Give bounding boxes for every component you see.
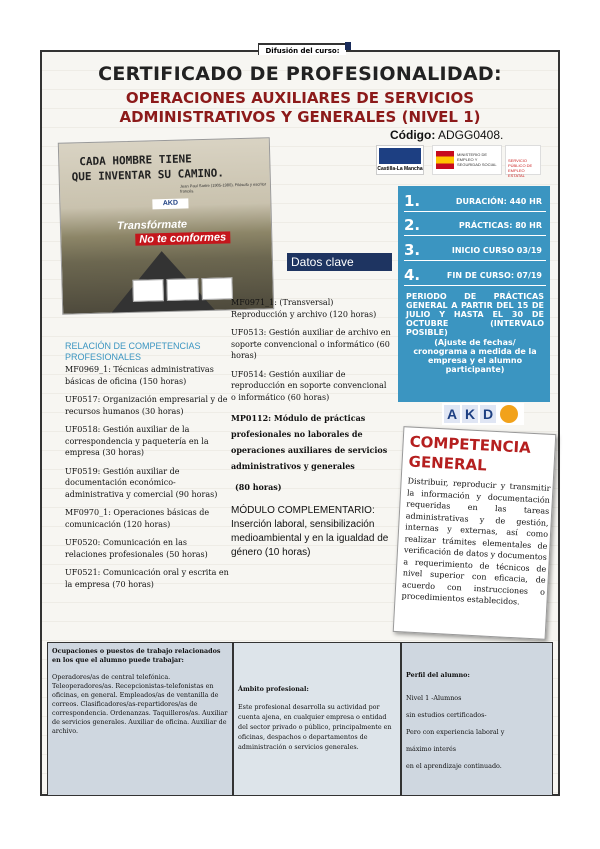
ocupaciones-text: Operadores/as de central telefónica. Teleoperadores/as. Recepcionistas-telefonistas en oficinas, en general. Empleados/as de ventanilla de correos. Clasificadores/as-repartidores/as de correspondencia. Ordenanzas. Taquilleros/as. Auxiliar de servicios generales. Auxiliar de oficina. Auxiliar de archivo. <box>52 673 228 735</box>
poster-slogan2: No te conformes <box>135 231 230 245</box>
key-data-box <box>398 186 550 402</box>
module-item: MF0970_1: Operaciones básicas de comunicación (120 horas) <box>65 508 210 529</box>
poster-quote-line1: CADA HOMBRE TIENE <box>79 152 193 169</box>
ambito-box <box>233 642 401 796</box>
ambito-text: Este profesional desarrolla su actividad por cuenta ajena, en cualquier empresa o entidad del sector privado o público, principalmente en oficinas, despachos o departamentos de administración o servicios generales. <box>238 703 392 751</box>
page-title: CERTIFICADO DE PROFESIONALIDAD: <box>98 63 502 85</box>
complementary-module: MÓDULO COMPLEMENTARIO: Inserción laboral, sensibilización medioambiental y en la igualdad de género (10 horas) <box>231 504 389 558</box>
modules-column <box>231 297 391 567</box>
competencias-column <box>65 341 230 597</box>
info-row-number: 4. <box>404 266 421 284</box>
poster-logos <box>132 277 233 302</box>
ministerio-logo <box>432 145 502 175</box>
info-row-inicio <box>404 241 546 261</box>
module-item: UF0514: Gestión auxiliar de reproducción en soporte convencional o informático (60 horas) <box>231 369 387 402</box>
course-code-label: Código: <box>390 128 436 142</box>
ministerio-logo-text: MINISTERIO DE EMPLEO Y SEGURIDAD SOCIAL <box>457 152 497 167</box>
sepe-logo: SERVICIO PÚBLICO DE EMPLEO ESTATAL <box>505 145 541 175</box>
info-row-label: INICIO CURSO 03/19 <box>451 246 542 255</box>
competencia-body: Distribuir, reproducir y transmitir la información y documentación requeridas en las tareas administrativas y de gestión, internas y externas, así como realizar trámites elementales de verificación de datos y documentos a requerimiento de técnicos de nivel superior con eficacia, de acuerdo con instrucciones o procedimientos establecidos. <box>401 476 551 607</box>
module-item: UF0518: Gestión auxiliar de la correspondencia y paquetería en la empresa (30 horas) <box>65 425 209 457</box>
perfil-line: máximo interés <box>406 745 457 753</box>
module-item: MF0969_1: Técnicas administrativas básicas de oficina (150 horas) <box>65 365 214 386</box>
datos-clave-label: Datos clave <box>287 253 392 271</box>
info-row-label: DURACIÓN: 440 HR <box>455 197 542 206</box>
perfil-box <box>401 642 553 796</box>
perfil-line: en el aprendizaje continuado. <box>406 762 502 770</box>
module-item: UF0517: Organización empresarial y de recursos humanos (30 horas) <box>65 395 228 416</box>
poster-akd-logo: AKD <box>152 198 188 209</box>
module-item: UF0520: Comunicación en las relaciones profesionales (50 horas) <box>65 538 208 559</box>
module-item: UF0513: Gestión auxiliar de archivo en soporte convencional o informático (60 horas) <box>231 328 391 360</box>
poster-quote-line2: QUE INVENTAR SU CAMINO. <box>71 166 225 184</box>
info-row-practicas <box>404 216 546 236</box>
spain-flag-icon <box>436 151 454 169</box>
akd-letter-a: A <box>444 405 460 423</box>
perfil-title: Perfil del alumno: <box>406 671 470 679</box>
poster-logo-icon <box>132 279 164 302</box>
info-row-label: FIN DE CURSO: 07/19 <box>446 271 542 280</box>
module-item: UF0519: Gestión auxiliar de documentación económico-administrativa y comercial (90 horas) <box>65 466 218 499</box>
tab-marker <box>345 42 351 50</box>
clm-emblem-icon <box>379 148 421 164</box>
perfil-line: Pero con experiencia laboral y <box>406 728 505 736</box>
competencia-title: COMPETENCIA GENERAL <box>408 432 532 475</box>
info-row-label: PRÁCTICAS: 80 HR <box>458 221 542 230</box>
module-item: MF0971_1: (Transversal) Reproducción y archivo (120 horas) <box>231 298 377 319</box>
perfil-line: Nivel 1 -Alumnos <box>406 694 462 702</box>
poster-logo-icon <box>201 277 233 300</box>
course-code-value: ADGG0408. <box>438 128 504 142</box>
practicas-period: PERIODO DE PRÁCTICAS GENERAL A PARTIR DEL 15 DE JULIO Y HASTA EL 30 DE OCTUBRE (INTERVALO POSIBLE) <box>406 292 544 337</box>
perfil-line: sin estudios certificados- <box>406 711 487 719</box>
info-row-number: 3. <box>404 241 421 259</box>
poster-logo-icon <box>167 278 199 301</box>
course-code <box>390 128 503 142</box>
competencias-heading: RELACIÓN DE COMPETENCIAS PROFESIONALES <box>65 341 201 362</box>
practicas-hours: (80 horas) <box>235 482 282 492</box>
module-item: UF0521: Comunicación oral y escrita en la empresa (70 horas) <box>65 568 229 589</box>
info-row-duracion <box>404 192 546 212</box>
ambito-title: Ámbito profesional: <box>238 685 309 693</box>
ocupaciones-title: Ocupaciones o puestos de trabajo relacionados en los que el alumno puede trabajar: <box>52 647 221 664</box>
info-row-number: 1. <box>404 192 421 210</box>
poster-quote-author: Jean Paul Sartre (1905-1980). Filósofo y escritor francés. <box>179 181 267 194</box>
info-row-fin <box>404 266 546 286</box>
diffusion-tab: Difusión del curso: <box>258 43 346 55</box>
akd-logo <box>442 403 524 425</box>
poster-slogan1: Transfórmate <box>116 218 188 233</box>
motivational-poster <box>58 137 274 314</box>
quality-badge-icon <box>500 405 518 423</box>
competencia-general-card <box>393 426 557 640</box>
course-title: OPERACIONES AUXILIARES DE SERVICIOS ADMINISTRATIVOS Y GENERALES (NIVEL 1) <box>119 89 481 126</box>
akd-letter-k: K <box>462 405 478 423</box>
castilla-la-mancha-logo <box>376 145 424 175</box>
clm-logo-text: Castilla-La Mancha <box>377 166 423 172</box>
ocupaciones-box <box>47 642 233 796</box>
info-row-number: 2. <box>404 216 421 234</box>
practicas-module: MP0112: Módulo de prácticas profesionales no laborales de operaciones auxiliares de servicios administrativos y generales <box>231 413 388 471</box>
akd-letter-d: D <box>480 405 496 423</box>
schedule-adjustment-note: (Ajuste de fechas/ cronograma a medida de la empresa y el alumno participante) <box>413 338 537 374</box>
